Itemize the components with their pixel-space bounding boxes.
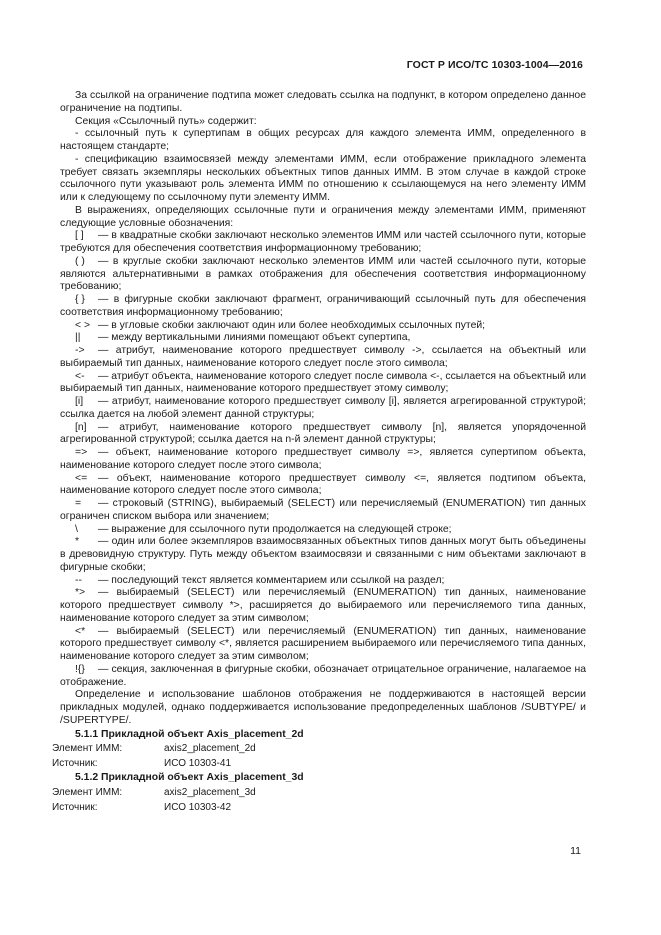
notation-text: — в квадратные скобки заключают несколько элементов ИММ или частей ссылочного пути, которые требуются для обеспечения соответствия информационному требованию; — [60, 230, 586, 254]
page-number: 11 — [570, 845, 581, 857]
notation-item — [60, 230, 586, 256]
section-5-1-1 — [52, 728, 586, 772]
element-row — [52, 785, 586, 800]
paragraph: В выражениях, определяющих ссылочные пути и ограничения между элементами ИММ, применяют следующие условные обозначения: — [60, 204, 586, 229]
notation-item — [60, 294, 586, 320]
notation-symbol: [i] — [75, 396, 84, 407]
notation-item — [60, 447, 586, 473]
list-item: - ссылочный путь к супертипам в общих ресурсах для каждого элемента ИММ, определенного в настоящем стандарте; — [60, 128, 586, 152]
notation-text: — атрибут объекта, наименование которого следует после символа <-, ссылается на объектный или выбираемый тип данных, наименование которого предшествует этому символу; — [60, 370, 586, 395]
source-label: Источник: — [52, 802, 98, 813]
notation-text: — атрибут, наименование которого предшествует символу ->, ссылается на объектный или выбираемый тип данных, наименование которого следует после этого символа; — [60, 345, 586, 369]
notation-symbol: -> — [75, 345, 85, 356]
notation-item — [60, 320, 586, 333]
notation-symbol: * — [75, 536, 80, 548]
source-row — [52, 800, 586, 815]
paragraph: Определение и использование шаблонов отображения не поддерживаются в настоящей версии прикладных модулей, однако поддерживается использование предопределенных шаблонов /SUBTYPE/ и /SUPERTYPE/. — [60, 689, 586, 726]
notation-item — [60, 345, 586, 371]
notation-text: — в угловые скобки заключают один или более необходимых ссылочных путей; — [98, 319, 486, 331]
notation-list — [60, 230, 586, 689]
notation-item — [60, 524, 586, 537]
paragraph: За ссылкой на ограничение подтипа может следовать ссылка на подпункт, в котором определено данное ограничение на подтипы. — [60, 90, 586, 114]
section-title: 5.1.1 Прикладной объект Axis_placement_2d — [75, 728, 304, 740]
notation-item — [60, 575, 586, 588]
notation-symbol: ( ) — [75, 255, 85, 267]
notation-text: — секция, заключенная в фигурные скобки, обозначает отрицательное ограничение, налагаемое на отображение. — [60, 663, 586, 688]
notation-item — [60, 371, 586, 397]
notation-symbol: -- — [75, 574, 82, 586]
section-5-1-2 — [52, 772, 586, 815]
notation-symbol: !{} — [75, 663, 85, 675]
notation-text: — строковый (STRING), выбираемый (SELECT) или перечисляемый (ENUMERATION) тип данных ограничен списком выбора или значением; — [60, 498, 586, 522]
notation-symbol: \ — [75, 523, 78, 535]
notation-text: — последующий текст является комментарием или ссылкой на раздел; — [98, 574, 445, 586]
notation-symbol: <* — [75, 625, 86, 637]
notation-item — [60, 422, 586, 448]
notation-item — [60, 587, 586, 625]
notation-symbol: { } — [75, 294, 85, 305]
notation-symbol: => — [75, 447, 88, 458]
source-value: ИСО 10303-41 — [164, 758, 232, 770]
notation-text: — объект, наименование которого предшествует символу <=, является подтипом объекта, наименование которого следует после этого символа; — [60, 472, 586, 497]
element-row — [52, 741, 586, 756]
element-label: Элемент ИММ: — [52, 787, 123, 798]
source-value: ИСО 10303-42 — [164, 802, 232, 813]
notation-item — [60, 256, 586, 294]
notation-symbol: *> — [75, 587, 86, 599]
source-row — [52, 756, 586, 771]
section-title: 5.1.2 Прикладной объект Axis_placement_3d — [75, 772, 304, 784]
notation-item — [60, 332, 586, 345]
notation-text: — выбираемый (SELECT) или перечисляемый (ENUMERATION) тип данных, наименование которого предшествует символу <*, является расширением выбираемого или перечисляемого типа данных, наименование которого следует за этим символом; — [60, 625, 586, 662]
notation-item — [60, 473, 586, 499]
notation-text: — атрибут, наименование которого предшествует символу [n], является упорядоченной агрегированной структурой; ссылка дается на n-й элемент данной структуры; — [60, 421, 586, 446]
paragraph: Секция «Ссылочный путь» содержит: — [75, 115, 257, 127]
notation-text: — объект, наименование которого предшествует символу =>, является супертипом объекта, наименование которого следует после этого символа; — [60, 447, 586, 471]
notation-text: — в круглые скобки заключают несколько элементов ИММ или частей ссылочного пути, которые являются альтернативными в рамках отображения для обеспечения соответствия информационному требованию; — [60, 255, 586, 293]
document-header: ГОСТ Р ИСО/ТС 10303-1004—2016 — [406, 59, 583, 71]
element-label: Элемент ИММ: — [52, 743, 123, 755]
notation-item — [60, 664, 586, 690]
element-value: axis2_placement_3d — [164, 787, 256, 798]
notation-text: — выражение для ссылочного пути продолжается на следующей строке; — [98, 523, 452, 535]
notation-symbol: || — [75, 332, 81, 344]
notation-text: — один или более экземпляров взаимосвязанных объектных типов данных могут быть объединены в древовидную структуру. Путь между объектом взаимосвязи и связанными с ним объектами заключают в фигурные скобки; — [60, 536, 586, 573]
page-content — [52, 90, 586, 815]
notation-item — [60, 396, 586, 422]
list-item: - спецификацию взаимосвязей между элементами ИММ, если отображение прикладного элемента требует связать экземпляры нескольких объектных типов данных ИММ. В этом случае в каждой строке ссылочного пути указывают роль элемента ИММ по отношению к ссылающемуся на него элементу ИММ или к следующему по ссылочному пути элементу ИММ. — [60, 153, 586, 203]
notation-symbol: <- — [75, 370, 85, 382]
notation-symbol: <= — [75, 472, 88, 484]
notation-text: — в фигурные скобки заключают фрагмент, ограничивающий ссылочный путь для обеспечения соответствия информационному требованию; — [60, 294, 586, 318]
notation-item — [60, 536, 586, 574]
notation-item — [60, 626, 586, 664]
notation-symbol: = — [75, 498, 82, 509]
notation-symbol: [ ] — [75, 230, 84, 242]
notation-text: — атрибут, наименование которого предшествует символу [i], является агрегированной структурой; ссылка дается на любой элемент данной структуры; — [60, 396, 586, 420]
notation-text: — выбираемый (SELECT) или перечисляемый (ENUMERATION) тип данных, наименование которого предшествует символу *>, расширяется до выбираемого или перечисляемого типа данных, наименование которого следует за этим символом; — [60, 587, 586, 624]
source-label: Источник: — [52, 758, 98, 770]
element-value: axis2_placement_2d — [164, 743, 256, 755]
notation-text: — между вертикальными линиями помещают объект супертипа, — [98, 332, 411, 344]
notation-symbol: < > — [75, 319, 91, 331]
notation-symbol: [n] — [75, 421, 87, 433]
notation-item — [60, 498, 586, 524]
